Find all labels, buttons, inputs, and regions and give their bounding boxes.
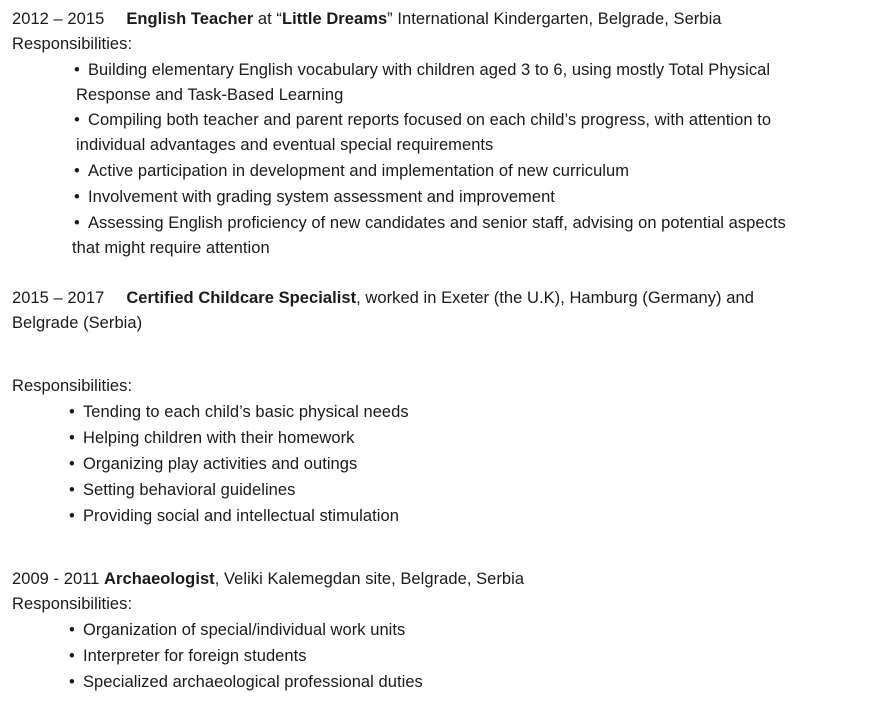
responsibilities-heading: Responsibilities: [12,377,133,395]
list-item: • Helping children with their homework [69,429,355,447]
job-connector: at “ [253,10,282,28]
job-period: 2015 – 2017 [12,289,105,307]
job-location: ” International Kindergarten, Belgrade, Serbia [387,10,722,28]
list-item: • Active participation in development and implementation of new curriculum [74,162,630,180]
job-location: , worked in Exeter (the U.K), Hamburg (Germany) and [356,289,754,307]
bullet-glyph: • [69,621,75,639]
list-item: • Involvement with grading system assessment and improvement [74,188,555,206]
list-item-continuation: Response and Task-Based Learning [76,86,344,104]
job-period: 2009 - 2011 [12,570,100,588]
list-item-continuation: individual advantages and eventual special requirements [76,136,494,154]
list-item: • Building elementary English vocabulary with children aged 3 to 6, using mostly Total Physical [74,61,771,79]
list-item: • Compiling both teacher and parent reports focused on each child’s progress, with attention to [74,111,772,129]
list-item-continuation: that might require attention [72,239,270,257]
bullet-glyph: • [74,162,80,180]
bullet-glyph: • [74,61,80,79]
job-period: 2012 – 2015 [12,10,105,28]
responsibilities-heading: Responsibilities: [12,35,133,53]
bullet-glyph: • [74,214,80,232]
bullet-glyph: • [69,403,75,421]
job-title: English Teacher [126,10,254,28]
list-item: • Organization of special/individual work units [69,621,406,639]
bullet-glyph: • [74,111,80,129]
job-heading-childcare-specialist [12,288,754,308]
list-item: • Interpreter for foreign students [69,647,307,665]
bullet-glyph: • [69,673,75,691]
job-title: Certified Childcare Specialist [126,289,357,307]
list-item: • Organizing play activities and outings [69,455,358,473]
bullet-glyph: • [74,188,80,206]
list-item: • Tending to each child’s basic physical needs [69,403,409,421]
list-item: • Providing social and intellectual stimulation [69,507,399,525]
job-employer: Little Dreams [281,10,388,28]
job-heading-archaeologist [12,569,524,589]
bullet-glyph: • [69,455,75,473]
job-location-continuation: Belgrade (Serbia) [12,314,143,332]
list-item: • Setting behavioral guidelines [69,481,296,499]
job-heading-english-teacher [12,9,722,29]
bullet-glyph: • [69,647,75,665]
responsibilities-heading: Responsibilities: [12,595,133,613]
list-item: • Specialized archaeological professional duties [69,673,423,691]
bullet-glyph: • [69,481,75,499]
bullet-glyph: • [69,429,75,447]
job-location: , Veliki Kalemegdan site, Belgrade, Serbia [214,570,525,588]
bullet-glyph: • [69,507,75,525]
list-item: • Assessing English proficiency of new candidates and senior staff, advising on potential aspects [74,214,786,232]
job-title: Archaeologist [104,570,215,588]
